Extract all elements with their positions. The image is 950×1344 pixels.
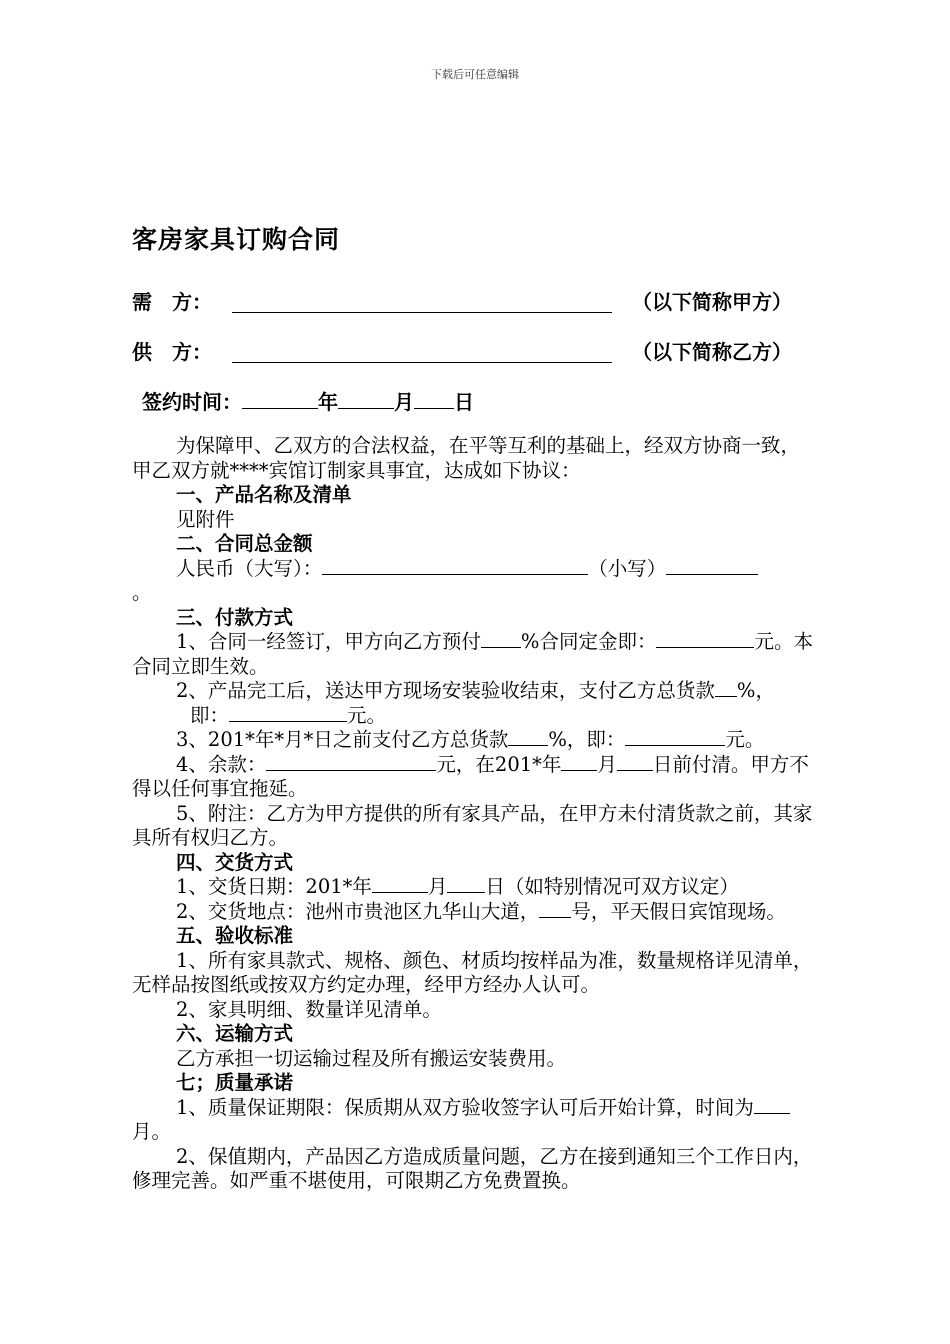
day-label: 日 <box>454 390 474 414</box>
buyer-note: （以下简称甲方） <box>632 290 792 314</box>
section-7-title: 七；质量承诺 <box>176 1071 294 1094</box>
buyer-line <box>132 286 832 316</box>
seller-blank <box>232 362 612 363</box>
section-5-title: 五、验收标准 <box>176 924 294 947</box>
quality-2: 2、保值期内，产品因乙方造成质量问题，乙方在接到通知三个工作日内，修理完善。如严重不堪使用，可限期乙方免费置换。 <box>132 1144 813 1192</box>
seller-label: 供 方： <box>132 340 212 364</box>
section-3-title: 三、付款方式 <box>176 605 294 629</box>
acceptance-2: 2、家具明细、数量详见清单。 <box>176 997 442 1021</box>
payment-1: 1、合同一经签订，甲方向乙方预付 %合同定金即： 元。本合同立即生效。 <box>132 630 813 678</box>
section-1-title: 一、产品名称及清单 <box>176 483 352 506</box>
delivery-2: 2、交货地点：池州市贵池区九华山大道， 号，平天假日宾馆现场。 <box>176 899 786 923</box>
payment-2: 2、产品完工后，送达甲方现场安装验收结束，支付乙方总货款 %，即： 元。 <box>176 679 775 727</box>
section-4-title: 四、交货方式 <box>176 850 294 874</box>
transport-text: 乙方承担一切运输过程及所有搬运安装费用。 <box>176 1046 567 1070</box>
section-6-title: 六、运输方式 <box>176 1022 294 1045</box>
month-blank <box>338 390 394 409</box>
year-label: 年 <box>318 390 338 414</box>
year-blank <box>242 390 318 409</box>
delivery-1: 1、交货日期：201*年 月 日（如特别情况可双方议定） <box>176 875 739 898</box>
payment-4: 4、余款： 元，在201*年 月 日前付清。甲方不得以任何事宜拖延。 <box>132 752 809 800</box>
seller-note: （以下简称乙方） <box>632 340 792 364</box>
amount-words-blank <box>322 557 588 575</box>
section-2-end: 。 <box>132 581 152 604</box>
contract-body <box>132 434 814 1194</box>
payment-5: 5、附注：乙方为甲方提供的所有家具产品，在甲方未付清货款之前，其家具所有权归乙方。 <box>132 801 813 849</box>
sign-date-label: 签约时间： <box>142 390 242 414</box>
sign-date <box>142 386 474 415</box>
amount-figure-blank <box>666 557 758 575</box>
buyer-blank <box>232 312 612 313</box>
section-1-text: 见附件 <box>176 507 235 531</box>
intro-paragraph: 为保障甲、乙双方的合法权益，在平等互利的基础上，经双方协商一致，甲乙双方就****宾馆订制家具事宜，达成如下协议： <box>132 434 801 482</box>
contract-title: 客房家具订购合同 <box>132 225 341 254</box>
seller-line <box>132 336 832 366</box>
day-blank <box>414 390 454 409</box>
header-note: 下载后可任意编辑 <box>431 68 519 81</box>
section-2-title: 二、合同总金额 <box>176 532 313 555</box>
section-2-amount: 人民币（大写）： （小写） <box>132 557 814 582</box>
acceptance-1: 1、所有家具款式、规格、颜色、材质均按样品为准，数量规格详见清单，无样品按图纸或按双方约定办理，经甲方经办人认可。 <box>132 948 813 996</box>
buyer-label: 需 方： <box>132 290 212 314</box>
payment-3: 3、201*年*月*日之前支付乙方总货款 %，即： 元。 <box>176 728 765 751</box>
quality-1: 1、质量保证期限：保质期从双方验收签字认可后开始计算，时间为月。 <box>132 1096 814 1145</box>
month-label: 月 <box>394 390 414 414</box>
